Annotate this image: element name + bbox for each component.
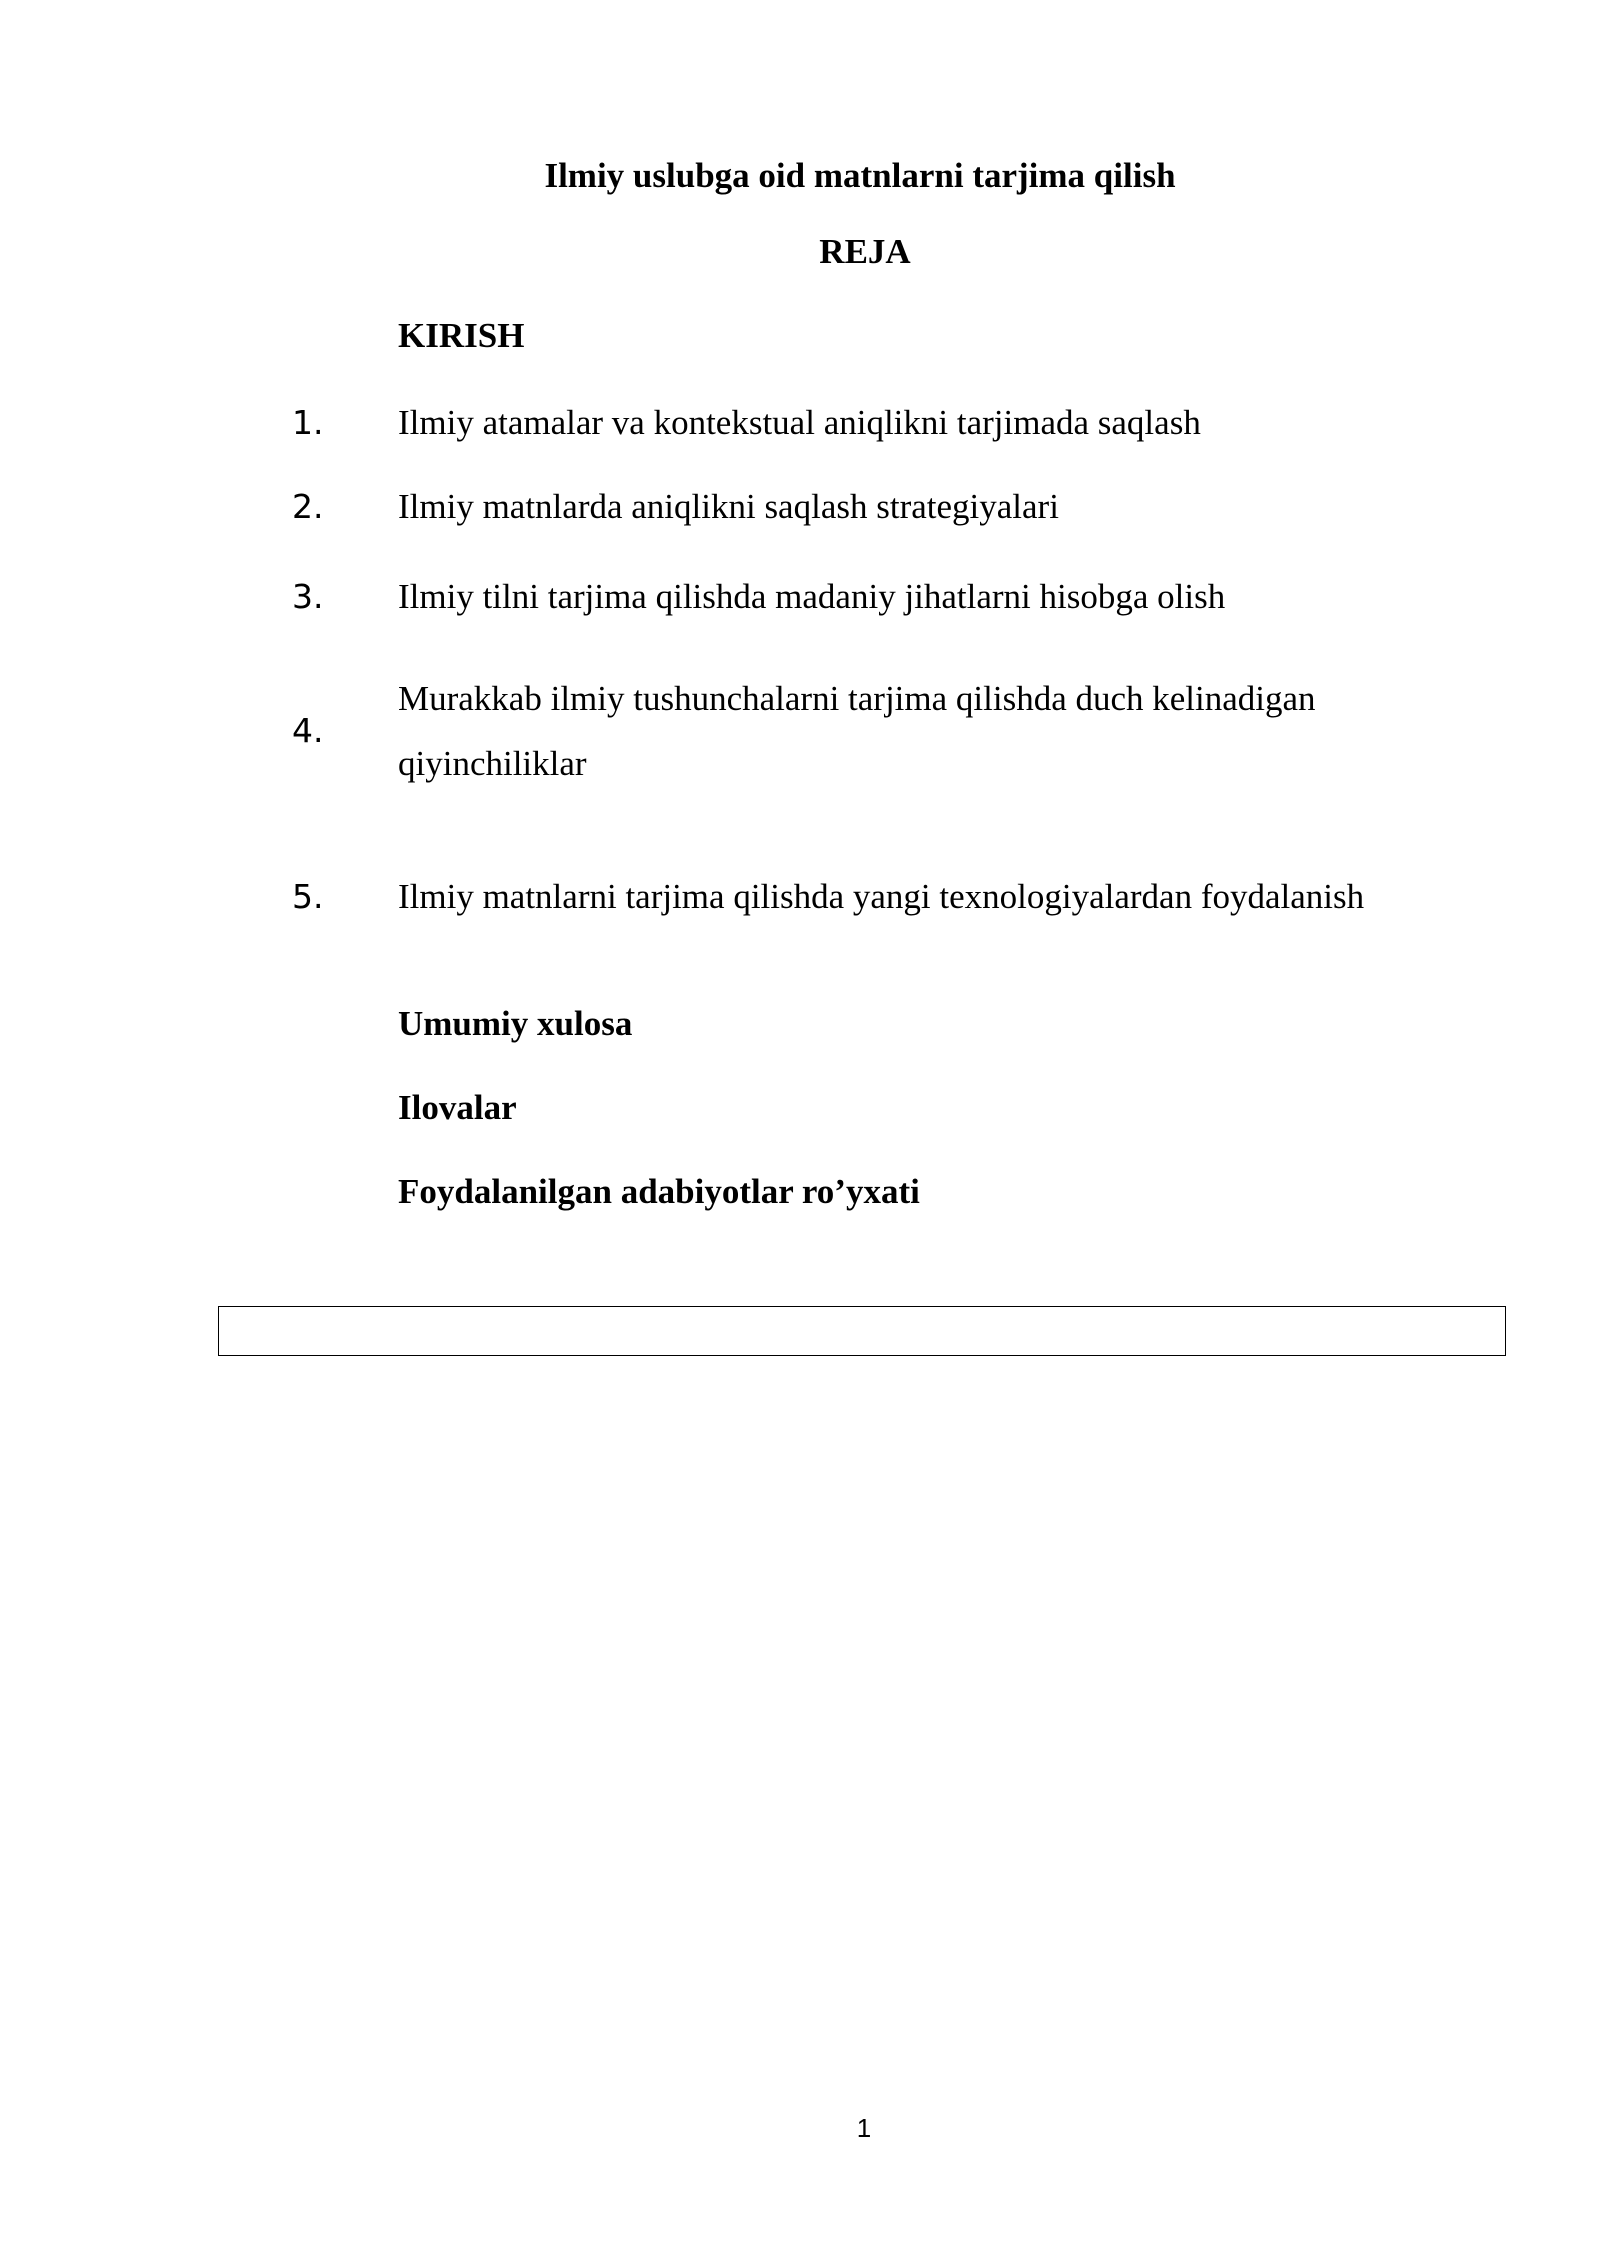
toc-item-text: Ilmiy tilni tarjima qilishda madaniy jihatlarni hisobga olish	[398, 577, 1226, 616]
intro-heading: KIRISH	[398, 316, 525, 355]
conclusion-heading: Umumiy xulosa	[398, 1004, 633, 1043]
appendices-heading: Ilovalar	[398, 1088, 517, 1127]
plan-heading: REJA	[819, 232, 911, 271]
toc-item-text: Ilmiy matnlarni tarjima qilishda yangi texnologiyalardan foydalanish	[398, 877, 1365, 916]
references-heading: Foydalanilgan adabiyotlar ro’yxati	[398, 1172, 920, 1211]
toc-item-text: Ilmiy atamalar va kontekstual aniqlikni tarjimada saqlash	[398, 403, 1201, 442]
toc-item-number: 2.	[292, 487, 324, 526]
document-title: Ilmiy uslubga oid matnlarni tarjima qilish	[544, 156, 1176, 195]
page-number: 1	[856, 2113, 872, 2143]
toc-item-text: Murakkab ilmiy tushunchalarni tarjima qilishda duch kelinadigan qiyinchiliklar	[398, 679, 1316, 783]
toc-item-number: 1.	[292, 403, 324, 442]
toc-item-number: 3.	[292, 577, 324, 616]
empty-text-box	[218, 1306, 1506, 1356]
toc-item-number: 5.	[292, 877, 324, 916]
toc-item-number: 4.	[292, 711, 324, 750]
toc-item-text: Ilmiy matnlarda aniqlikni saqlash strategiyalari	[398, 487, 1059, 526]
